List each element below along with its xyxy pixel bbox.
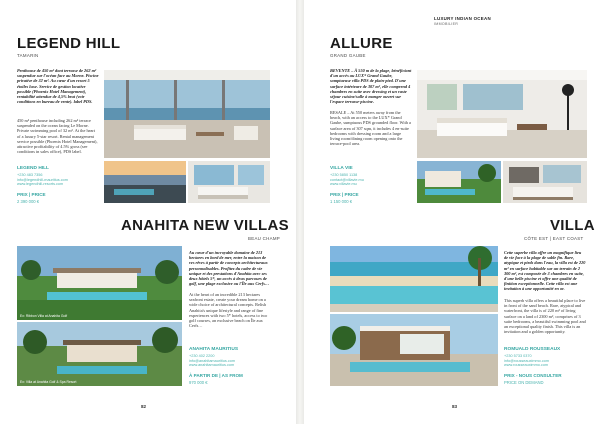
- page-number-left: 82: [141, 404, 147, 409]
- anahita-photo-b: [17, 322, 182, 386]
- allure-intro: BEVENTE – À 550 m de la plage, bénéficiant d'un accès au LUX* Grand Gaube, somptueuse villa PDS de plain-pied. D'une surface intérieure de 307 m², elle comprend 4 chambres en suite avec dressing et un vaste séjour cuisine/salle à manger ouvert sur l'espace terrasse-piscine.: [330, 68, 412, 105]
- allure-text: RESALE – At 550 meters away from the beach, with an access to the LUX* Grand Gaube, sumptuous PDS grounded floor. With a surface area of 307 sqm, it includes 4 en-suite bedrooms with dressing room and a large living room/dining room opening onto the terrace-pool area.: [330, 110, 411, 147]
- legend-hill-photo-b: [188, 161, 270, 203]
- anahita-contact-email[interactable]: info@anahitamauritius.com: [189, 358, 236, 363]
- anahita-price: 970 000 €: [189, 380, 208, 385]
- anahita-price-label: À PARTIR DE | AS FROM: [189, 373, 243, 378]
- anahita-intro: Au cœur d'un incroyable domaine de 213 hectares en bord de mer, entre la maison de ves rêves à partir de concepts architecturaux personnalisables. Profitez du cadre de vie unique et des prestations d'Anahita avec ses deux hôtels 5*, un accès à deux parcours de golf, une plage exclusive ou l'Île aux Cerfs…: [189, 250, 270, 287]
- villa-price-label: PRIX - NOUS CONSULTER: [504, 373, 562, 378]
- legend-hill-photo-a: [104, 161, 186, 203]
- gutter: [296, 0, 304, 424]
- villa-location: CÔTE EST | EAST COAST: [524, 236, 584, 241]
- allure-contact-web[interactable]: www.villavie.mu: [330, 182, 357, 187]
- anahita-contact-name: ANAHITA MAURITIUS: [189, 347, 239, 352]
- legend-hill-contact-email[interactable]: info@legendhill-mauritius.com: [17, 177, 68, 182]
- legend-hill-contact-name: LEGEND HILL: [17, 166, 49, 171]
- left-page: [0, 0, 296, 424]
- anahita-location: BEAU CHAMP: [248, 236, 281, 241]
- legend-hill-price-label: PRIX | PRICE: [17, 192, 46, 197]
- villa-contact-name: ROMUALD ROUSSEAUX: [504, 347, 561, 352]
- allure-photo-b: [503, 161, 587, 203]
- legend-hill-contact-phone: +230 483 7356: [17, 173, 43, 177]
- page-number-right: 83: [452, 404, 458, 409]
- villa-photo-b: [330, 314, 498, 386]
- villa-contact-phone: +230 5733 0370: [504, 354, 532, 358]
- right-page: [304, 0, 600, 424]
- allure-contact-phone: +230 5850 1138: [330, 173, 358, 177]
- villa-photo-a: [330, 246, 498, 312]
- header-tag: LUXURY INDIAN OCEAN: [434, 16, 491, 21]
- legend-hill-contact-web[interactable]: www.legendhill-resorts.com: [17, 182, 64, 187]
- allure-main-photo: [417, 70, 587, 158]
- villa-price: PRICE ON DEMAND: [504, 380, 544, 385]
- allure-title: ALLURE: [330, 35, 393, 52]
- anahita-contact-phone: +230 402 2200: [189, 354, 215, 358]
- legend-hill-location: TAMARIN: [17, 53, 39, 58]
- header-sub: IMMOBILIER: [434, 22, 459, 26]
- villa-contact-email[interactable]: info@rousseauximmo.com: [504, 358, 550, 363]
- allure-contact-name: VILLA VIE: [330, 166, 353, 171]
- legend-hill-intro: Penthouse de 450 m² dont terrasse de 262 m² suspendue sur l'océan face au Morne. Piscine privative de 32 m². Au cœur d'un resort 5 étoiles luxe. Service de gestion locative possible (Phoenix Hotel Management), rentabilité attendue de 4,5% brut (voir conditions en bureau de vente). label PDS.: [17, 68, 99, 105]
- allure-location: GRAND GAUBE: [330, 53, 366, 58]
- villa-intro: Cette superbe villa offre un magnifique lieu de vie face à la plage de sable fin. Rare, atypique et pieds dans l'eau, la villa est de 220 m² en surface habitable sur un terrain de 2 300 m², est composée de 3 chambres en suite, d'une belle piscine et offre une qualité de finition exceptionnelle. Cette villa est une invitation à une opportunité en or.: [504, 250, 586, 292]
- legend-hill-main-photo: [104, 70, 270, 158]
- allure-price: 1 150 000 €: [330, 199, 353, 204]
- anahita-caption-a: Ex: Ribbon Villa at Anahita Golf: [20, 314, 68, 318]
- legend-hill-title: LEGEND HILL: [17, 35, 121, 52]
- villa-text: This superb villa offers a beautiful place to live in front of the sand beach. Rare, atypical and waterfront, the villa is of 220 m² of living surface on a land of 2300 m², comprises of 3 suite bedrooms, a beautiful swimming pool and an exceptional quality finish. This villa is an invitation and a golden opportunity.: [504, 298, 586, 335]
- anahita-photo-a: [17, 246, 182, 320]
- anahita-text: At the heart of an incredible 213 hectares seafront estate, create your dream home on a wide choice of architectural concepts. Relish Anahita's unique lifestyle and range of fine experiences with two 5* hotels, access to two golf courses, an exclusive beach on Île aux Cerfs…: [189, 292, 268, 329]
- villa-title: VILLA: [550, 217, 595, 234]
- anahita-title: ANAHITA NEW VILLAS: [121, 217, 289, 234]
- allure-photo-a: [417, 161, 501, 203]
- anahita-caption-b: Ex: Villa at Anahita Golf & Spa Resort: [20, 380, 77, 384]
- allure-contact-email[interactable]: contact@villavie.mu: [330, 177, 364, 182]
- allure-price-label: PRIX | PRICE: [330, 192, 359, 197]
- villa-contact-web[interactable]: www.rousseauximmo.com: [504, 363, 549, 368]
- legend-hill-text: 450 m² penthouse including 262 m² terrace suspended on the ocean facing Le Morne. Private swimming pool of 32 m². At the heart of a luxury 5-star resort. Rental management service possible (Phoenix Hotel Management), attractive profitability of 4.5% gross (see conditions in sales office), PDS label.: [17, 118, 98, 155]
- anahita-contact-web[interactable]: www.anahitamauritius.com: [189, 363, 235, 368]
- legend-hill-price: 2 390 000 €: [17, 199, 40, 204]
